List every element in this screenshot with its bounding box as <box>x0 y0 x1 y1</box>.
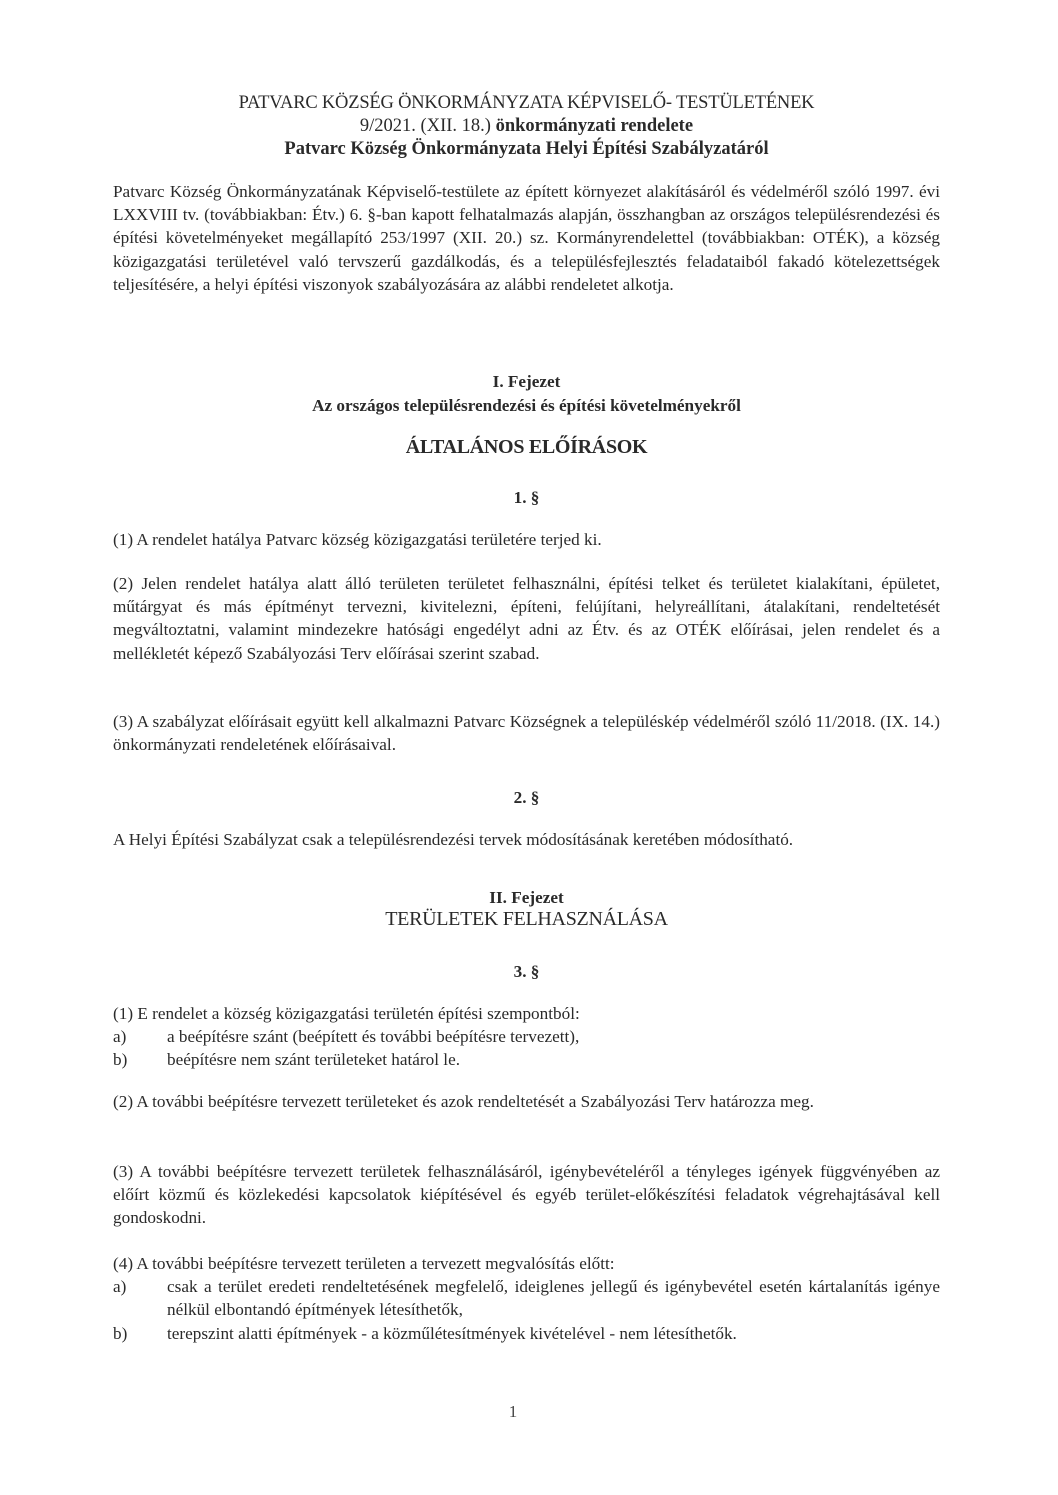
list-marker: b) <box>113 1050 128 1070</box>
list-text: terepszint alatti építmények - a közműlétesítmények kivételével - nem létesíthetők. <box>167 1323 737 1343</box>
section-3-paragraph-4 <box>113 1252 940 1345</box>
council-title: PATVARC KÖZSÉG ÖNKORMÁNYZATA KÉPVISELŐ- TESTÜLETÉNEK <box>238 93 815 113</box>
list-text: csak a terület eredeti rendeltetésének megfelelő, ideiglenes jellegű és igénybevétel esetén kártalanítás igénye nélkül elbontandó építmények létesíthetők, <box>167 1277 940 1320</box>
section-3-paragraph-3: (3) A további beépítésre tervezett területek felhasználásáról, igénybevételéről a tényleges igények függvényében az előírt közmű és közlekedési kapcsolatok kiépítésével és egyéb terület-előkészítési feladatok végrehajtásával kell gondoskodni. <box>113 1162 940 1228</box>
decree-type: önkormányzati rendelete <box>495 116 694 136</box>
chapter-1-title: Az országos településrendezési és építési követelményekről <box>312 396 741 415</box>
chapter-1-number: I. Fejezet <box>492 372 561 391</box>
section-2-label: 2. § <box>513 788 540 807</box>
section-1-paragraph-2: (2) Jelen rendelet hatálya alatt álló területen területet felhasználni, építési telket és területet kialakítani, épületet, műtárgyat és más építményt tervezni, kivitelezni, építeni, felújítani, helyreállítani, átalakítani, rendeltetését megváltoztatni, valamint mindezekre hatósági engedélyt adni az Étv. és az OTÉK előírásai, jelen rendelet és a mellékletét képező Szabályozási Terv előírásai szerint szabad. <box>113 574 940 663</box>
list-text: beépítésre nem szánt területeket határol le. <box>167 1050 461 1070</box>
list-item <box>113 1048 940 1071</box>
list-item <box>113 1322 940 1345</box>
section-3-label: 3. § <box>513 962 540 981</box>
decree-subject: Patvarc Község Önkormányzata Helyi Építési Szabályzatáról <box>284 139 769 159</box>
section-1-paragraph-3: (3) A szabályzat előírásait együtt kell alkalmazni Patvarc Községnek a településkép védelméről szóló 11/2018. (IX. 14.) önkormányzati rendeletének előírásaival. <box>113 712 940 755</box>
decree-number-prefix: 9/2021. (XII. 18.) <box>359 116 496 136</box>
list-marker: a) <box>113 1027 127 1047</box>
list-marker: a) <box>113 1277 127 1297</box>
list-item <box>113 1025 940 1048</box>
decree-number <box>113 115 940 138</box>
section-3-paragraph-2: (2) A további beépítésre tervezett területeket és azok rendeltetését a Szabályozási Terv határozza meg. <box>113 1092 814 1111</box>
chapter-2-number: II. Fejezet <box>489 888 564 907</box>
list-text: a beépítésre szánt (beépített és további beépítésre tervezett), <box>167 1027 580 1047</box>
preamble-paragraph: Patvarc Község Önkormányzatának Képviselő-testülete az épített környezet alakításáról és védelméről szóló 1997. évi LXXVIII tv. (továbbiakban: Étv.) 6. §-ban kapott felhatalmazás alapján, összhangban az országos településrendezési és építési követelményeket megállapító 253/1997 (XII. 20.) sz. Kormányrendelettel (továbbiakban: OTÉK), a község közigazgatási területével való tervszerű gazdálkodás, és a településfejlesztés feladataiból fakadó kötelezettségek teljesítésére, a helyi építési viszonyok szabályozására az alábbi rendeletet alkotja. <box>113 182 940 294</box>
section-1-paragraph-1: (1) A rendelet hatálya Patvarc község közigazgatási területére terjed ki. <box>113 530 602 549</box>
chapter-2-title: TERÜLETEK FELHASZNÁLÁSA <box>385 908 668 930</box>
section-2-paragraph-1: A Helyi Építési Szabályzat csak a településrendezési tervek módosításának keretében módosítható. <box>113 830 794 849</box>
page-number: 1 <box>508 1402 518 1421</box>
section-1-label: 1. § <box>513 488 540 507</box>
document-header <box>113 92 940 161</box>
section-3-paragraph-1 <box>113 1002 940 1072</box>
section-3-p4-intro: (4) A további beépítésre tervezett területen a tervezett megvalósítás előtt: <box>113 1254 615 1273</box>
list-item <box>113 1275 940 1321</box>
list-marker: b) <box>113 1323 128 1343</box>
section-heading-general: ÁLTALÁNOS ELŐÍRÁSOK <box>405 436 648 458</box>
section-3-p1-intro: (1) E rendelet a község közigazgatási területén építési szempontból: <box>113 1004 580 1023</box>
